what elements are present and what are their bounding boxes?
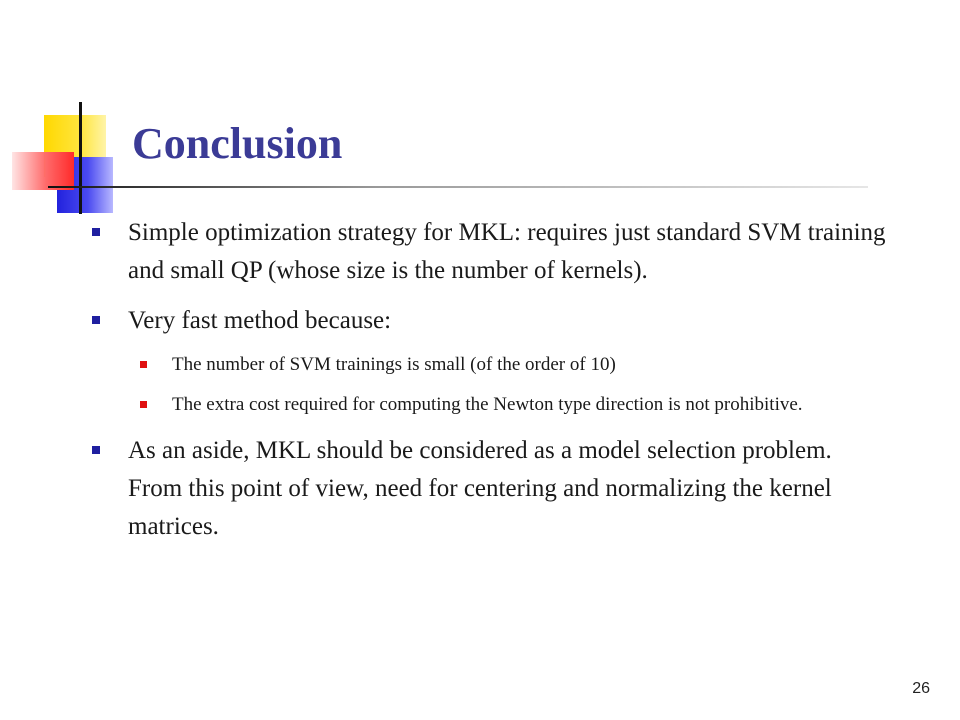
red-gradient-bar-shape xyxy=(12,152,74,190)
bullet-item-1 xyxy=(92,214,892,290)
bullet-list xyxy=(92,214,892,546)
square-bullet-icon xyxy=(92,228,100,236)
bullet-item-2 xyxy=(92,302,892,340)
sub-bullet-text: The number of SVM trainings is small (of the order of 10) xyxy=(172,354,616,375)
vertical-rule xyxy=(79,102,82,214)
bullet-text: Simple optimization strategy for MKL: requires just standard SVM training and small QP (whose size is the number of kernels). xyxy=(128,219,886,284)
square-bullet-icon xyxy=(92,316,100,324)
bullet-item-3 xyxy=(92,432,892,546)
sub-bullet-item-2 xyxy=(92,390,892,420)
decorative-logo-graphic xyxy=(0,0,160,230)
square-sub-bullet-icon xyxy=(140,401,147,408)
sub-bullet-text: The extra cost required for computing the Newton type direction is not prohibitive. xyxy=(172,394,803,415)
square-bullet-icon xyxy=(92,446,100,454)
slide-title: Conclusion xyxy=(132,119,343,168)
sub-bullet-item-1 xyxy=(92,350,892,380)
title-underline-rule xyxy=(48,186,868,188)
square-sub-bullet-icon xyxy=(140,361,147,368)
bullet-text: Very fast method because: xyxy=(128,307,392,334)
page-number: 26 xyxy=(912,680,930,697)
bullet-text: As an aside, MKL should be considered as a model selection problem. From this point of view, need for centering and normalizing the kernel matrices. xyxy=(128,437,832,540)
